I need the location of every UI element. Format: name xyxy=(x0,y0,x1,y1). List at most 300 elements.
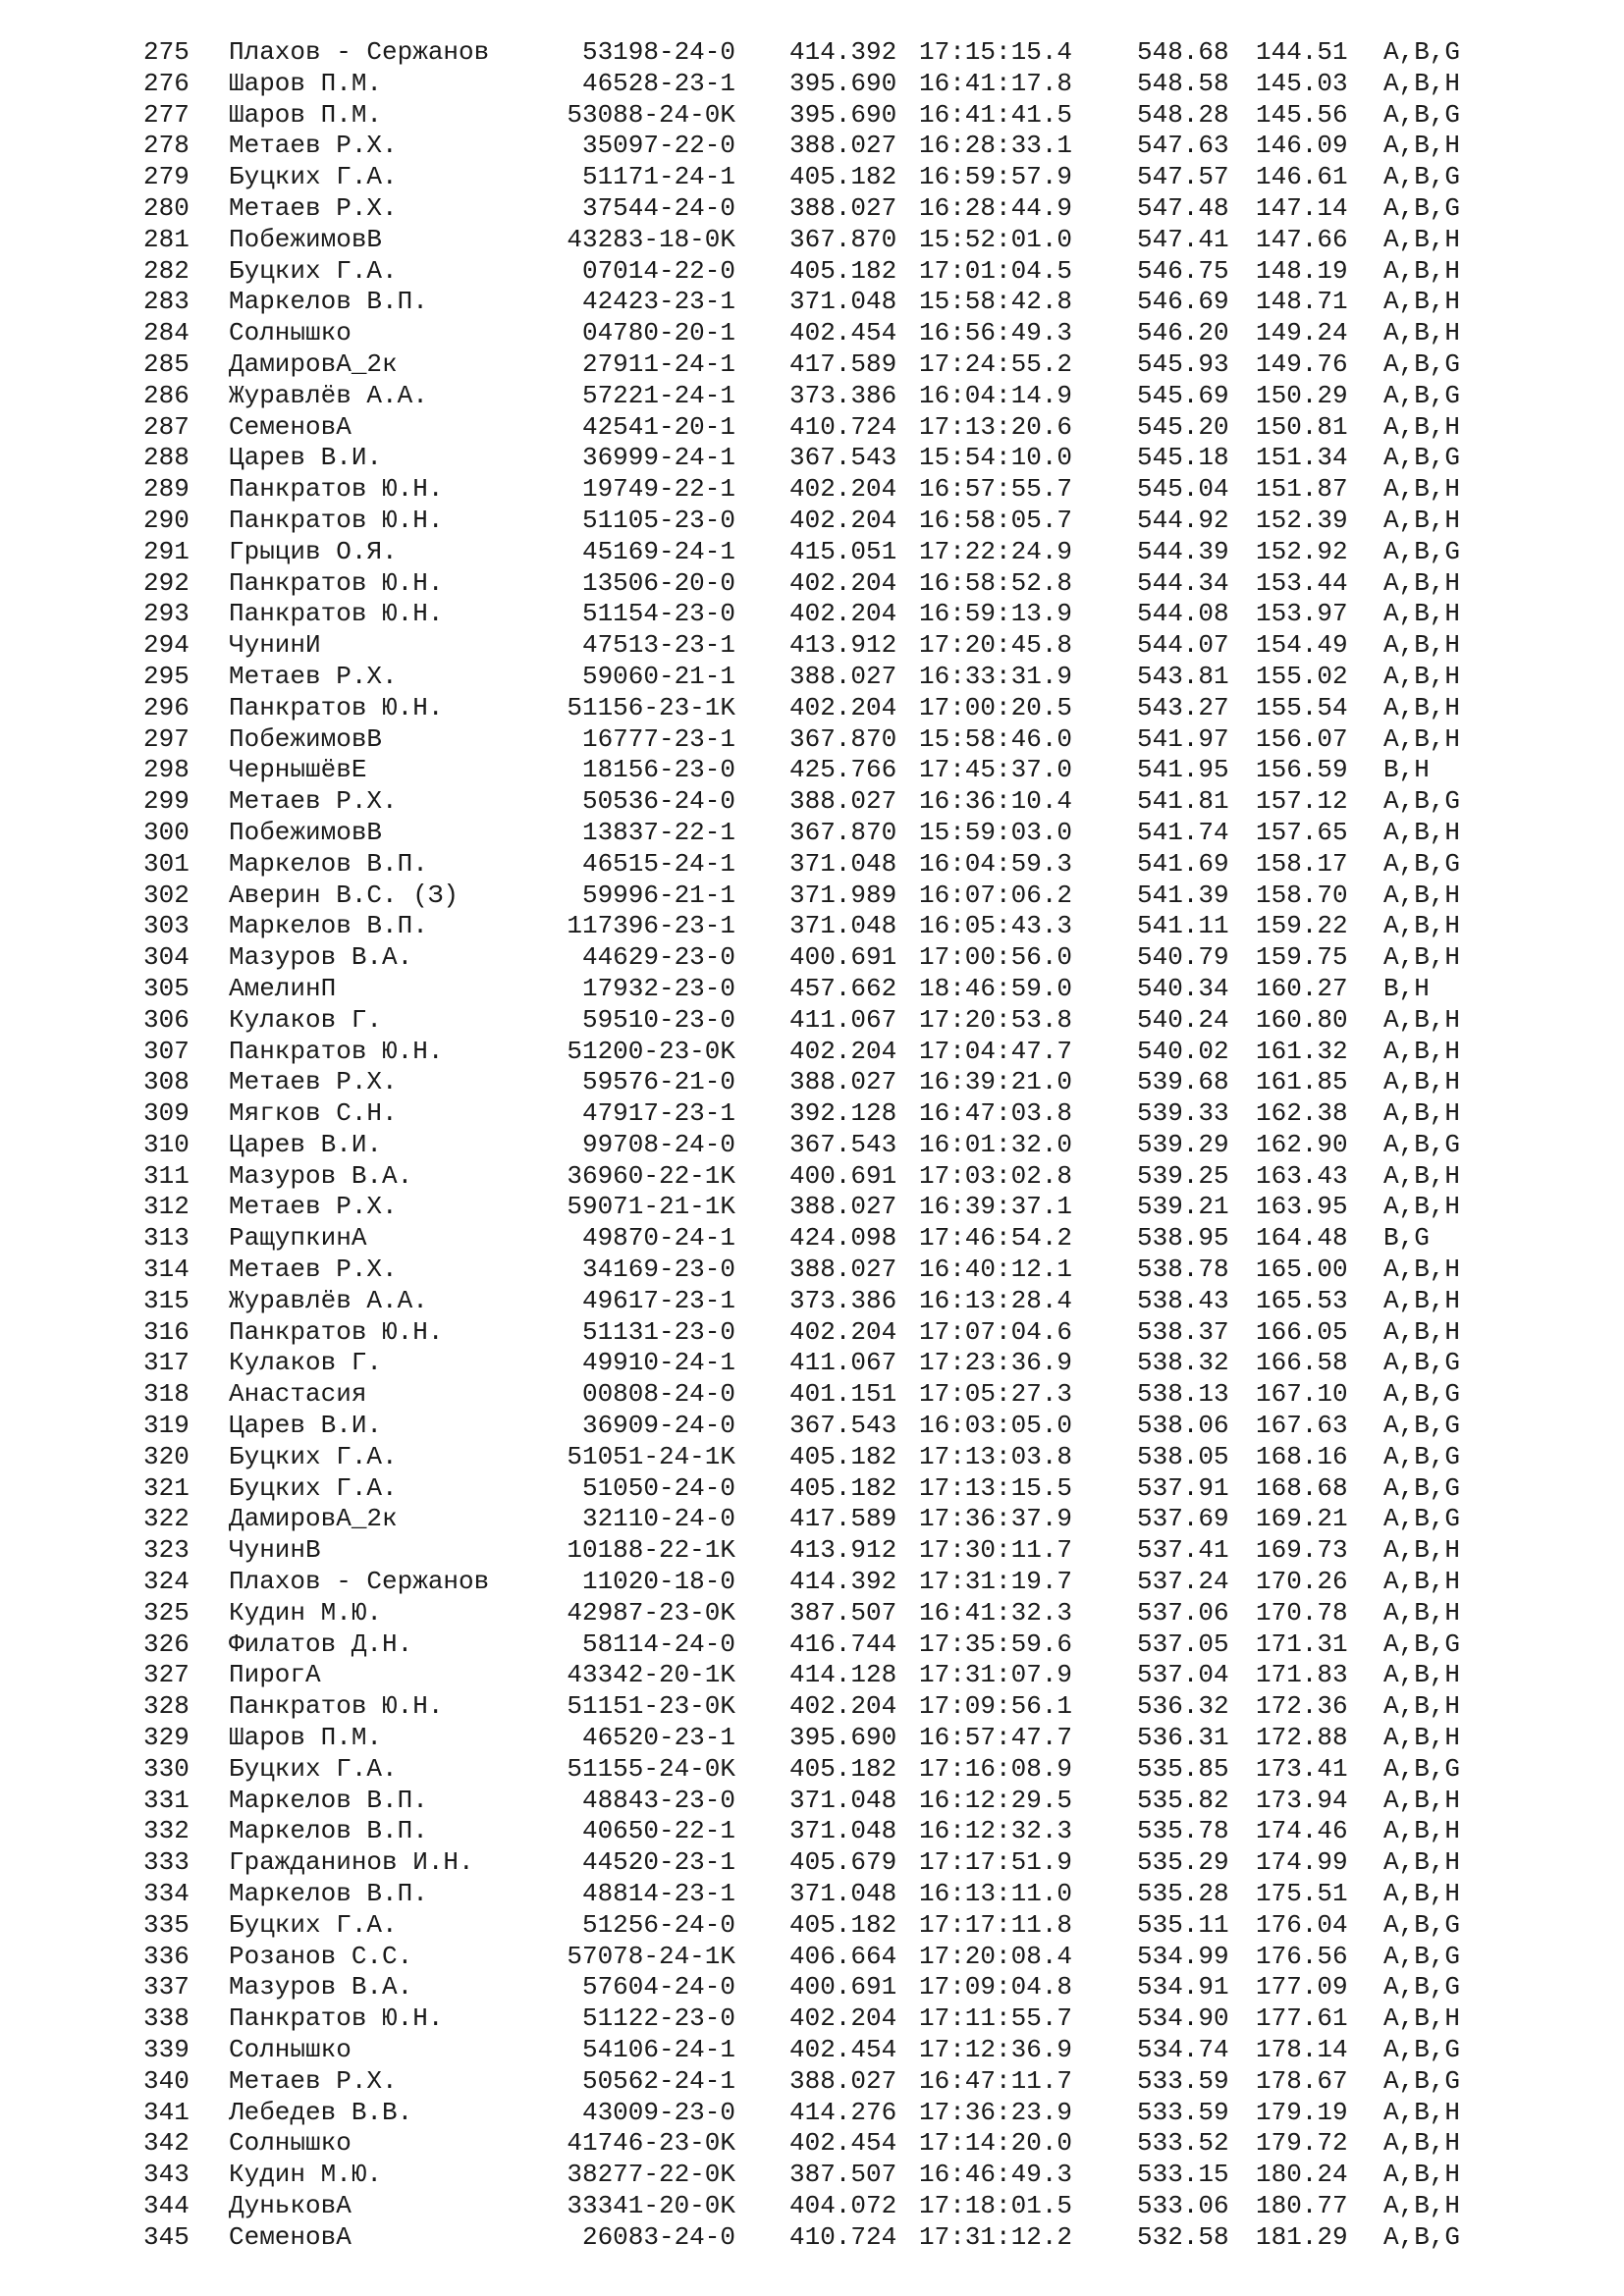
result-speed: 544.39 xyxy=(1137,536,1229,566)
result-fancier-name: Буцких Г.А. xyxy=(229,1472,398,1503)
result-place: 322 xyxy=(143,1504,189,1534)
result-speed: 540.34 xyxy=(1137,973,1229,1003)
result-groups: A,B,G xyxy=(1383,348,1461,379)
result-place: 330 xyxy=(143,1753,189,1784)
result-distance: 416.744 xyxy=(789,1629,897,1659)
result-arrival-time: 17:17:51.9 xyxy=(919,1847,1073,1878)
result-arrival-time: 16:56:49.3 xyxy=(919,318,1073,348)
result-groups: A,B,H xyxy=(1383,224,1461,254)
result-place: 305 xyxy=(143,973,189,1003)
result-arrival-time: 17:35:59.6 xyxy=(919,1629,1073,1659)
result-place: 309 xyxy=(143,1098,189,1129)
result-groups: A,B,G xyxy=(1383,1348,1461,1378)
result-arrival-time: 17:18:01.5 xyxy=(919,2190,1073,2220)
result-coefficient: 159.22 xyxy=(1256,911,1348,941)
result-ring-number: 42541-20-1 xyxy=(581,411,735,442)
result-arrival-time: 16:13:28.4 xyxy=(919,1285,1073,1315)
result-arrival-time: 17:05:27.3 xyxy=(919,1379,1073,1410)
result-distance: 402.204 xyxy=(789,1036,897,1066)
result-coefficient: 175.51 xyxy=(1256,1879,1348,1909)
result-groups: A,B,H xyxy=(1383,2160,1461,2190)
result-place: 320 xyxy=(143,1441,189,1471)
result-place: 333 xyxy=(143,1847,189,1878)
result-arrival-time: 17:01:04.5 xyxy=(919,255,1073,286)
result-fancier-name: Метаев Р.Х. xyxy=(229,1067,398,1097)
result-distance: 414.276 xyxy=(789,2097,897,2127)
result-coefficient: 167.10 xyxy=(1256,1379,1348,1410)
result-ring-number: 49910-24-1 xyxy=(581,1348,735,1378)
result-distance: 405.182 xyxy=(789,1753,897,1784)
result-speed: 539.21 xyxy=(1137,1192,1229,1222)
result-speed: 532.58 xyxy=(1137,2221,1229,2252)
result-arrival-time: 16:41:32.3 xyxy=(919,1597,1073,1628)
result-speed: 545.04 xyxy=(1137,474,1229,505)
result-arrival-time: 17:36:37.9 xyxy=(919,1504,1073,1534)
result-distance: 405.182 xyxy=(789,1472,897,1503)
result-speed: 538.32 xyxy=(1137,1348,1229,1378)
result-place: 332 xyxy=(143,1816,189,1846)
result-groups: A,B,G xyxy=(1383,1379,1461,1410)
result-place: 324 xyxy=(143,1567,189,1597)
result-coefficient: 154.49 xyxy=(1256,630,1348,661)
result-fancier-name: ЧунинВ xyxy=(229,1535,321,1566)
result-distance: 367.870 xyxy=(789,224,897,254)
result-speed: 534.74 xyxy=(1137,2035,1229,2064)
result-arrival-time: 17:07:04.6 xyxy=(919,1316,1073,1347)
result-coefficient: 162.38 xyxy=(1256,1098,1348,1129)
result-ring-number: 51131-23-0 xyxy=(581,1316,735,1347)
result-distance: 388.027 xyxy=(789,1192,897,1222)
result-groups: A,B,G xyxy=(1383,192,1461,223)
result-groups: A,B,G xyxy=(1383,443,1461,473)
result-arrival-time: 16:01:32.0 xyxy=(919,1129,1073,1159)
result-ring-number: 51154-23-0 xyxy=(581,599,735,629)
result-distance: 371.048 xyxy=(789,911,897,941)
result-speed: 546.69 xyxy=(1137,287,1229,317)
result-arrival-time: 17:46:54.2 xyxy=(919,1223,1073,1254)
result-coefficient: 180.24 xyxy=(1256,2160,1348,2190)
result-arrival-time: 16:28:33.1 xyxy=(919,131,1073,161)
result-distance: 367.543 xyxy=(789,443,897,473)
result-groups: A,B,H xyxy=(1383,2128,1461,2159)
result-ring-number: 35097-22-0 xyxy=(581,131,735,161)
result-speed: 535.11 xyxy=(1137,1909,1229,1940)
result-groups: A,B,G xyxy=(1383,37,1461,67)
result-arrival-time: 16:13:11.0 xyxy=(919,1879,1073,1909)
result-ring-number: 36999-24-1 xyxy=(581,443,735,473)
result-distance: 414.392 xyxy=(789,1567,897,1597)
result-place: 328 xyxy=(143,1691,189,1722)
result-coefficient: 151.87 xyxy=(1256,474,1348,505)
result-groups: A,B,G xyxy=(1383,99,1461,130)
result-ring-number: 59071-21-1K xyxy=(567,1192,735,1222)
result-ring-number: 27911-24-1 xyxy=(581,348,735,379)
result-place: 316 xyxy=(143,1316,189,1347)
result-fancier-name: Маркелов В.П. xyxy=(229,911,428,941)
result-ring-number: 51171-24-1 xyxy=(581,162,735,192)
result-distance: 402.454 xyxy=(789,318,897,348)
result-speed: 534.91 xyxy=(1137,1972,1229,2002)
result-fancier-name: Солнышко xyxy=(229,2035,352,2064)
result-coefficient: 157.12 xyxy=(1256,786,1348,817)
result-fancier-name: Панкратов Ю.Н. xyxy=(229,1036,444,1066)
result-place: 326 xyxy=(143,1629,189,1659)
result-place: 280 xyxy=(143,192,189,223)
result-fancier-name: Солнышко xyxy=(229,318,352,348)
result-speed: 544.34 xyxy=(1137,567,1229,598)
result-speed: 544.08 xyxy=(1137,599,1229,629)
result-arrival-time: 17:00:20.5 xyxy=(919,692,1073,722)
result-coefficient: 146.61 xyxy=(1256,162,1348,192)
result-ring-number: 48814-23-1 xyxy=(581,1879,735,1909)
result-speed: 547.48 xyxy=(1137,192,1229,223)
result-groups: A,B,H xyxy=(1383,1691,1461,1722)
result-fancier-name: Метаев Р.Х. xyxy=(229,192,398,223)
result-fancier-name: Царев В.И. xyxy=(229,1411,383,1441)
result-place: 297 xyxy=(143,723,189,754)
result-place: 275 xyxy=(143,37,189,67)
result-arrival-time: 17:09:04.8 xyxy=(919,1972,1073,2002)
result-arrival-time: 17:13:03.8 xyxy=(919,1441,1073,1471)
result-groups: A,B,H xyxy=(1383,318,1461,348)
result-coefficient: 166.05 xyxy=(1256,1316,1348,1347)
result-distance: 400.691 xyxy=(789,1972,897,2002)
result-place: 303 xyxy=(143,911,189,941)
result-ring-number: 46515-24-1 xyxy=(581,848,735,879)
result-coefficient: 160.80 xyxy=(1256,1004,1348,1035)
result-arrival-time: 15:59:03.0 xyxy=(919,817,1073,847)
result-distance: 395.690 xyxy=(789,1723,897,1753)
result-groups: A,B,G xyxy=(1383,1472,1461,1503)
result-speed: 546.20 xyxy=(1137,318,1229,348)
result-speed: 538.05 xyxy=(1137,1441,1229,1471)
result-fancier-name: Маркелов В.П. xyxy=(229,1879,428,1909)
result-coefficient: 171.31 xyxy=(1256,1629,1348,1659)
result-groups: A,B,H xyxy=(1383,1535,1461,1566)
result-arrival-time: 15:58:42.8 xyxy=(919,287,1073,317)
result-place: 300 xyxy=(143,817,189,847)
result-coefficient: 164.48 xyxy=(1256,1223,1348,1254)
result-arrival-time: 16:04:14.9 xyxy=(919,380,1073,410)
result-fancier-name: Мазуров В.А. xyxy=(229,1160,413,1191)
result-ring-number: 58114-24-0 xyxy=(581,1629,735,1659)
result-distance: 400.691 xyxy=(789,942,897,973)
result-groups: A,B,G xyxy=(1383,162,1461,192)
result-coefficient: 169.21 xyxy=(1256,1504,1348,1534)
result-coefficient: 148.19 xyxy=(1256,255,1348,286)
result-distance: 405.182 xyxy=(789,1441,897,1471)
result-arrival-time: 17:22:24.9 xyxy=(919,536,1073,566)
result-ring-number: 43283-18-0K xyxy=(567,224,735,254)
result-ring-number: 45169-24-1 xyxy=(581,536,735,566)
result-ring-number: 44520-23-1 xyxy=(581,1847,735,1878)
result-fancier-name: Кулаков Г. xyxy=(229,1004,383,1035)
result-place: 282 xyxy=(143,255,189,286)
result-place: 290 xyxy=(143,505,189,535)
result-distance: 402.204 xyxy=(789,692,897,722)
result-place: 345 xyxy=(143,2221,189,2252)
result-distance: 405.182 xyxy=(789,162,897,192)
result-ring-number: 43009-23-0 xyxy=(581,2097,735,2127)
result-coefficient: 170.78 xyxy=(1256,1597,1348,1628)
result-distance: 402.204 xyxy=(789,1691,897,1722)
result-coefficient: 158.17 xyxy=(1256,848,1348,879)
result-arrival-time: 17:11:55.7 xyxy=(919,2003,1073,2034)
result-place: 308 xyxy=(143,1067,189,1097)
result-arrival-time: 16:03:05.0 xyxy=(919,1411,1073,1441)
result-coefficient: 152.39 xyxy=(1256,505,1348,535)
result-speed: 541.39 xyxy=(1137,880,1229,910)
result-groups: A,B,G xyxy=(1383,536,1461,566)
result-place: 319 xyxy=(143,1411,189,1441)
result-fancier-name: ДуньковА xyxy=(229,2190,352,2220)
result-speed: 547.57 xyxy=(1137,162,1229,192)
result-arrival-time: 16:40:12.1 xyxy=(919,1255,1073,1285)
result-speed: 535.29 xyxy=(1137,1847,1229,1878)
result-place: 302 xyxy=(143,880,189,910)
result-fancier-name: Кудин М.Ю. xyxy=(229,1597,383,1628)
result-fancier-name: Плахов - Сержанов xyxy=(229,1567,490,1597)
result-distance: 388.027 xyxy=(789,192,897,223)
result-speed: 539.25 xyxy=(1137,1160,1229,1191)
result-place: 344 xyxy=(143,2190,189,2220)
result-fancier-name: Буцких Г.А. xyxy=(229,1909,398,1940)
result-groups: A,B,H xyxy=(1383,880,1461,910)
result-groups: A,B,H xyxy=(1383,2097,1461,2127)
result-speed: 541.74 xyxy=(1137,817,1229,847)
result-fancier-name: СеменовА xyxy=(229,411,352,442)
result-ring-number: 57221-24-1 xyxy=(581,380,735,410)
result-place: 301 xyxy=(143,848,189,879)
result-place: 337 xyxy=(143,1972,189,2002)
result-coefficient: 180.77 xyxy=(1256,2190,1348,2220)
result-groups: A,B,H xyxy=(1383,1255,1461,1285)
result-arrival-time: 17:17:11.8 xyxy=(919,1909,1073,1940)
result-distance: 457.662 xyxy=(789,973,897,1003)
result-coefficient: 173.41 xyxy=(1256,1753,1348,1784)
result-fancier-name: Розанов С.С. xyxy=(229,1941,413,1971)
result-distance: 367.543 xyxy=(789,1411,897,1441)
result-ring-number: 51156-23-1K xyxy=(567,692,735,722)
result-fancier-name: ЧернышёвЕ xyxy=(229,755,367,785)
result-ring-number: 42987-23-0K xyxy=(567,1597,735,1628)
result-fancier-name: ПобежимовВ xyxy=(229,224,383,254)
result-fancier-name: Маркелов В.П. xyxy=(229,287,428,317)
result-groups: A,B,H xyxy=(1383,1597,1461,1628)
result-distance: 414.392 xyxy=(789,37,897,67)
result-arrival-time: 16:12:32.3 xyxy=(919,1816,1073,1846)
result-distance: 411.067 xyxy=(789,1004,897,1035)
result-place: 294 xyxy=(143,630,189,661)
result-arrival-time: 16:58:52.8 xyxy=(919,567,1073,598)
result-place: 341 xyxy=(143,2097,189,2127)
result-arrival-time: 17:12:36.9 xyxy=(919,2035,1073,2064)
result-coefficient: 174.46 xyxy=(1256,1816,1348,1846)
result-speed: 535.28 xyxy=(1137,1879,1229,1909)
result-fancier-name: Метаев Р.Х. xyxy=(229,1192,398,1222)
result-groups: A,B,G xyxy=(1383,1909,1461,1940)
result-distance: 405.679 xyxy=(789,1847,897,1878)
result-groups: A,B,G xyxy=(1383,1941,1461,1971)
result-arrival-time: 16:57:47.7 xyxy=(919,1723,1073,1753)
result-speed: 537.41 xyxy=(1137,1535,1229,1566)
result-arrival-time: 17:14:20.0 xyxy=(919,2128,1073,2159)
result-groups: A,B,H xyxy=(1383,1036,1461,1066)
result-coefficient: 163.95 xyxy=(1256,1192,1348,1222)
result-ring-number: 50562-24-1 xyxy=(581,2065,735,2096)
result-speed: 541.97 xyxy=(1137,723,1229,754)
result-arrival-time: 16:07:06.2 xyxy=(919,880,1073,910)
result-fancier-name: Буцких Г.А. xyxy=(229,1441,398,1471)
result-groups: A,B,H xyxy=(1383,723,1461,754)
result-coefficient: 163.43 xyxy=(1256,1160,1348,1191)
result-place: 286 xyxy=(143,380,189,410)
result-fancier-name: Лебедев В.В. xyxy=(229,2097,413,2127)
result-arrival-time: 17:13:20.6 xyxy=(919,411,1073,442)
result-ring-number: 34169-23-0 xyxy=(581,1255,735,1285)
result-groups: A,B,G xyxy=(1383,1411,1461,1441)
result-groups: A,B,H xyxy=(1383,1879,1461,1909)
result-ring-number: 40650-22-1 xyxy=(581,1816,735,1846)
result-ring-number: 54106-24-1 xyxy=(581,2035,735,2064)
result-speed: 538.06 xyxy=(1137,1411,1229,1441)
result-coefficient: 168.68 xyxy=(1256,1472,1348,1503)
result-ring-number: 59996-21-1 xyxy=(581,880,735,910)
result-arrival-time: 16:47:03.8 xyxy=(919,1098,1073,1129)
result-ring-number: 51151-23-0K xyxy=(567,1691,735,1722)
result-distance: 388.027 xyxy=(789,1067,897,1097)
result-arrival-time: 16:39:37.1 xyxy=(919,1192,1073,1222)
result-fancier-name: Панкратов Ю.Н. xyxy=(229,599,444,629)
result-fancier-name: Шаров П.М. xyxy=(229,99,383,130)
result-speed: 538.37 xyxy=(1137,1316,1229,1347)
result-speed: 537.24 xyxy=(1137,1567,1229,1597)
result-arrival-time: 16:59:57.9 xyxy=(919,162,1073,192)
result-fancier-name: Метаев Р.Х. xyxy=(229,786,398,817)
result-speed: 538.13 xyxy=(1137,1379,1229,1410)
result-place: 287 xyxy=(143,411,189,442)
result-arrival-time: 16:12:29.5 xyxy=(919,1785,1073,1815)
result-ring-number: 99708-24-0 xyxy=(581,1129,735,1159)
result-speed: 538.95 xyxy=(1137,1223,1229,1254)
result-fancier-name: Маркелов В.П. xyxy=(229,1816,428,1846)
result-coefficient: 168.16 xyxy=(1256,1441,1348,1471)
result-distance: 415.051 xyxy=(789,536,897,566)
result-groups: A,B,H xyxy=(1383,2190,1461,2220)
result-speed: 548.28 xyxy=(1137,99,1229,130)
result-arrival-time: 17:31:07.9 xyxy=(919,1660,1073,1690)
result-ring-number: 32110-24-0 xyxy=(581,1504,735,1534)
result-place: 331 xyxy=(143,1785,189,1815)
result-coefficient: 176.56 xyxy=(1256,1941,1348,1971)
result-groups: A,B,H xyxy=(1383,1160,1461,1191)
result-distance: 402.204 xyxy=(789,599,897,629)
result-arrival-time: 15:58:46.0 xyxy=(919,723,1073,754)
result-distance: 402.204 xyxy=(789,474,897,505)
result-ring-number: 49870-24-1 xyxy=(581,1223,735,1254)
result-fancier-name: Грыцив О.Я. xyxy=(229,536,398,566)
result-coefficient: 161.85 xyxy=(1256,1067,1348,1097)
result-speed: 544.92 xyxy=(1137,505,1229,535)
result-place: 307 xyxy=(143,1036,189,1066)
result-speed: 545.20 xyxy=(1137,411,1229,442)
result-groups: A,B,G xyxy=(1383,1753,1461,1784)
result-ring-number: 44629-23-0 xyxy=(581,942,735,973)
result-distance: 371.989 xyxy=(789,880,897,910)
result-distance: 367.870 xyxy=(789,817,897,847)
result-groups: A,B,H xyxy=(1383,68,1461,98)
result-speed: 534.99 xyxy=(1137,1941,1229,1971)
result-distance: 387.507 xyxy=(789,1597,897,1628)
result-arrival-time: 16:05:43.3 xyxy=(919,911,1073,941)
result-fancier-name: Солнышко xyxy=(229,2128,352,2159)
result-speed: 539.33 xyxy=(1137,1098,1229,1129)
result-distance: 411.067 xyxy=(789,1348,897,1378)
result-coefficient: 160.27 xyxy=(1256,973,1348,1003)
result-arrival-time: 17:13:15.5 xyxy=(919,1472,1073,1503)
result-speed: 533.59 xyxy=(1137,2097,1229,2127)
result-groups: A,B,G xyxy=(1383,1972,1461,2002)
result-ring-number: 18156-23-0 xyxy=(581,755,735,785)
result-speed: 541.11 xyxy=(1137,911,1229,941)
result-arrival-time: 17:16:08.9 xyxy=(919,1753,1073,1784)
result-arrival-time: 16:33:31.9 xyxy=(919,661,1073,691)
result-fancier-name: ПобежимовВ xyxy=(229,723,383,754)
result-arrival-time: 16:36:10.4 xyxy=(919,786,1073,817)
result-fancier-name: Панкратов Ю.Н. xyxy=(229,505,444,535)
result-groups: B,H xyxy=(1383,755,1430,785)
result-coefficient: 155.02 xyxy=(1256,661,1348,691)
result-arrival-time: 16:58:05.7 xyxy=(919,505,1073,535)
result-distance: 388.027 xyxy=(789,661,897,691)
result-place: 315 xyxy=(143,1285,189,1315)
result-groups: A,B,H xyxy=(1383,2003,1461,2034)
result-groups: A,B,G xyxy=(1383,1441,1461,1471)
result-distance: 395.690 xyxy=(789,99,897,130)
result-fancier-name: Маркелов В.П. xyxy=(229,1785,428,1815)
result-ring-number: 117396-23-1 xyxy=(567,911,735,941)
result-fancier-name: Шаров П.М. xyxy=(229,1723,383,1753)
result-arrival-time: 17:20:08.4 xyxy=(919,1941,1073,1971)
result-speed: 548.58 xyxy=(1137,68,1229,98)
result-speed: 541.95 xyxy=(1137,755,1229,785)
result-fancier-name: Кулаков Г. xyxy=(229,1348,383,1378)
result-ring-number: 36909-24-0 xyxy=(581,1411,735,1441)
result-place: 304 xyxy=(143,942,189,973)
result-coefficient: 156.59 xyxy=(1256,755,1348,785)
result-ring-number: 51051-24-1K xyxy=(567,1441,735,1471)
result-distance: 417.589 xyxy=(789,1504,897,1534)
result-coefficient: 172.88 xyxy=(1256,1723,1348,1753)
result-ring-number: 11020-18-0 xyxy=(581,1567,735,1597)
result-groups: A,B,G xyxy=(1383,2035,1461,2064)
result-distance: 402.454 xyxy=(789,2128,897,2159)
result-distance: 373.386 xyxy=(789,1285,897,1315)
result-groups: A,B,H xyxy=(1383,1785,1461,1815)
result-ring-number: 51200-23-0K xyxy=(567,1036,735,1066)
result-groups: A,B,H xyxy=(1383,567,1461,598)
result-distance: 404.072 xyxy=(789,2190,897,2220)
result-arrival-time: 16:47:11.7 xyxy=(919,2065,1073,2096)
result-coefficient: 179.19 xyxy=(1256,2097,1348,2127)
result-coefficient: 157.65 xyxy=(1256,817,1348,847)
result-fancier-name: ДамировА_2к xyxy=(229,1504,398,1534)
result-coefficient: 146.09 xyxy=(1256,131,1348,161)
result-ring-number: 37544-24-0 xyxy=(581,192,735,223)
result-distance: 402.204 xyxy=(789,1316,897,1347)
result-speed: 544.07 xyxy=(1137,630,1229,661)
result-speed: 536.32 xyxy=(1137,1691,1229,1722)
